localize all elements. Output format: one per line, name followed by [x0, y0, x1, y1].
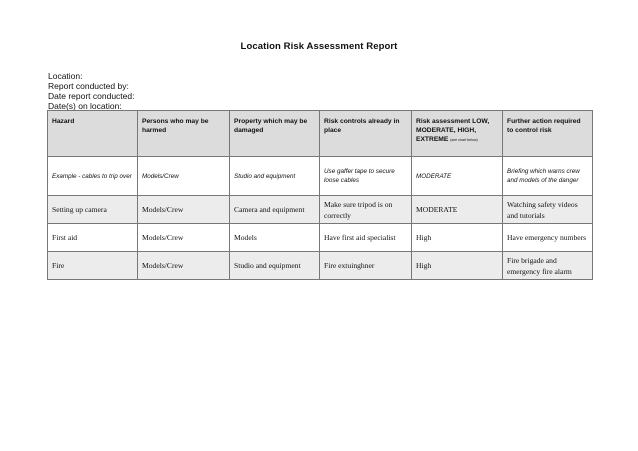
cell-hazard: First aid — [48, 224, 138, 252]
cell-property: Models — [230, 224, 320, 252]
header-further: Further action required to control risk — [503, 111, 593, 157]
cell-property: Camera and equipment — [230, 196, 320, 224]
cell-persons: Models/Crew — [138, 196, 230, 224]
cell-controls: Fire extuinghner — [320, 252, 412, 280]
cell-assessment: MODERATE — [412, 196, 503, 224]
cell-property: Studio and equipment — [230, 157, 320, 196]
cell-persons: Models/Crew — [138, 252, 230, 280]
cell-assessment: High — [412, 224, 503, 252]
header-controls: Risk controls already in place — [320, 111, 412, 157]
cell-persons: Models/Crew — [138, 224, 230, 252]
cell-assessment: High — [412, 252, 503, 280]
table-row — [48, 196, 593, 224]
report-meta — [48, 71, 134, 111]
header-assessment-note: (see chart below) — [450, 138, 478, 142]
table-row — [48, 224, 593, 252]
cell-assessment: MODERATE — [412, 157, 503, 196]
report-title: Location Risk Assessment Report — [240, 41, 398, 52]
cell-property: Studio and equipment — [230, 252, 320, 280]
cell-persons: Models/Crew — [138, 157, 230, 196]
conducted-by-label: Report conducted by: — [48, 81, 129, 91]
cell-hazard: Fire — [48, 252, 138, 280]
cell-controls: Use gaffer tape to secure loose cables — [320, 157, 412, 196]
date-conducted-label: Date report conducted: — [48, 91, 135, 101]
header-persons: Persons who may be harmed — [138, 111, 230, 157]
cell-hazard: Example - cables to trip over — [48, 157, 138, 196]
table-header-row — [48, 111, 593, 157]
cell-further: Watching safety videos and tutorials — [503, 196, 593, 224]
location-label: Location: — [48, 71, 83, 81]
header-property: Property which may be damaged — [230, 111, 320, 157]
header-assessment-text: Risk assessment LOW, MODERATE, HIGH, EXTREME — [416, 118, 490, 143]
header-assessment — [412, 111, 503, 157]
table-row — [48, 157, 593, 196]
cell-further: Fire brigade and emergency fire alarm — [503, 252, 593, 280]
cell-hazard: Setting up camera — [48, 196, 138, 224]
dates-on-location-label: Date(s) on location: — [48, 101, 122, 111]
table-row — [48, 252, 593, 280]
cell-further: Have emergency numbers — [503, 224, 593, 252]
cell-controls: Have first aid specialist — [320, 224, 412, 252]
risk-table — [47, 110, 593, 280]
header-hazard: Hazard — [48, 111, 138, 157]
cell-controls: Make sure tripod is on correctly — [320, 196, 412, 224]
cell-further: Briefing which warns crew and models of the danger — [503, 157, 593, 196]
